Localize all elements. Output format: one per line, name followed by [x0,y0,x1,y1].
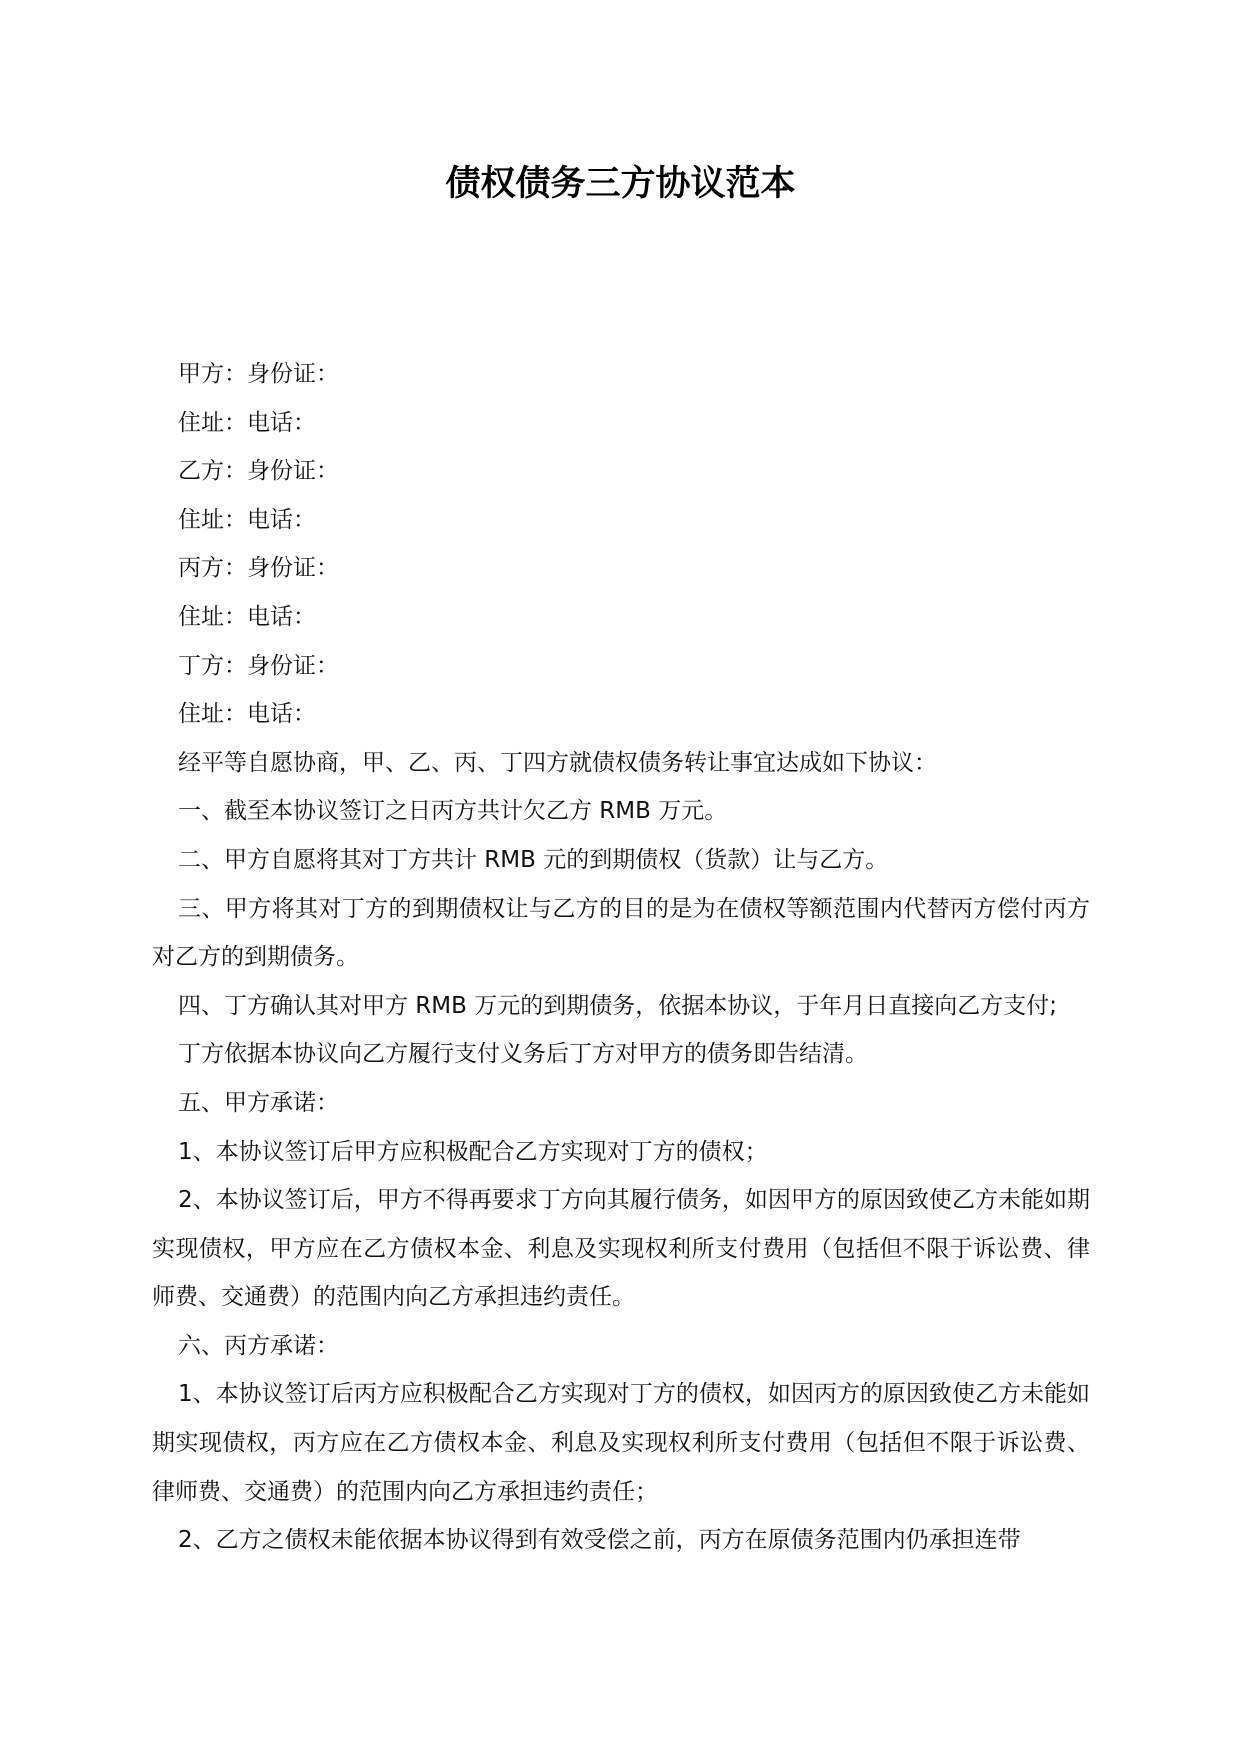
clause-5-item-1: 1、本协议签订后甲方应积极配合乙方实现对丁方的债权； [178,1138,768,1165]
party-c-id-line: 丙方：身份证： [178,555,339,582]
clause-1: 一、截至本协议签订之日丙方共计欠乙方 RMB 万元。 [178,798,728,825]
clause-6-item-2: 2、乙方之债权未能依据本协议得到有效受偿之前，丙方在原债务范围内仍承担连带 [178,1527,1021,1554]
clause-6-heading: 六、丙方承诺： [178,1332,339,1359]
party-b-address-line: 住址：电话： [178,506,316,533]
preamble-paragraph: 经平等自愿协商，甲、乙、丙、丁四方就债权债务转让事宜达成如下协议： [178,749,937,776]
clause-6-item-1: 1、本协议签订后丙方应积极配合乙方实现对丁方的债权，如因丙方的原因致使乙方未能如期实现债权，丙方应在乙方债权本金、利息及实现权利所支付费用（包括但不限于诉讼费、律师费、交通费）的范围内向乙方承担违约责任； [152,1381,1090,1505]
clause-2: 二、甲方自愿将其对丁方共计 RMB 元的到期债权（货款）让与乙方。 [178,846,889,873]
party-d-id-line: 丁方：身份证： [178,652,339,679]
party-d-address-line: 住址：电话： [178,701,316,728]
document-body [152,350,1090,1565]
clause-5-item-2: 2、本协议签订后，甲方不得再要求丁方向其履行债务，如因甲方的原因致使乙方未能如期实现债权，甲方应在乙方债权本金、利息及实现权利所支付费用（包括但不限于诉讼费、律师费、交通费）的范围内向乙方承担违约责任。 [152,1187,1090,1311]
party-b-id-line: 乙方：身份证： [178,458,339,485]
document-title: 债权债务三方协议范本 [445,164,796,204]
clause-3: 三、甲方将其对丁方的到期债权让与乙方的目的是为在债权等额范围内代替丙方偿付丙方对乙方的到期债务。 [152,895,1090,971]
party-c-address-line: 住址：电话： [178,603,316,630]
clause-5-heading: 五、甲方承诺： [178,1089,339,1116]
party-a-address-line: 住址：电话： [178,409,316,436]
clause-4: 四、丁方确认其对甲方 RMB 万元的到期债务，依据本协议，于年月日直接向乙方支付; [178,992,1057,1019]
party-a-id-line: 甲方：身份证： [178,361,339,387]
clause-4-continuation: 丁方依据本协议向乙方履行支付义务后丁方对甲方的债务即告结清。 [178,1041,868,1068]
